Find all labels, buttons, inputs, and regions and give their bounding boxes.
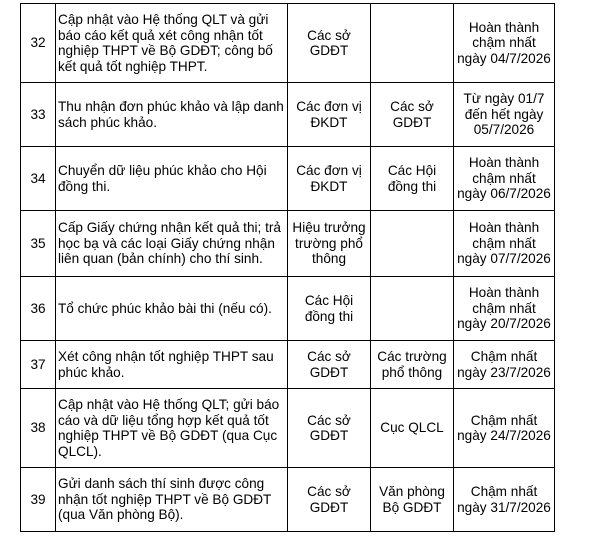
cooperating-unit: [371, 277, 454, 341]
task-description: Gửi danh sách thí sinh được công nhận tốt nghiệp THPT về Bộ GDĐT (qua Văn phòng Bộ).: [56, 468, 288, 532]
cooperating-unit: [371, 4, 454, 83]
deadline: Hoàn thành chậm nhất ngày 07/7/2026: [454, 211, 555, 277]
deadline: Từ ngày 01/7 đến hết ngày 05/7/2026: [454, 83, 555, 147]
row-number: 36: [21, 277, 56, 341]
lead-unit: Các sở GDĐT: [288, 4, 371, 83]
deadline: Hoàn thành chậm nhất ngày 04/7/2026: [454, 4, 555, 83]
lead-unit: Các sở GDĐT: [288, 341, 371, 389]
row-number: 34: [21, 147, 56, 211]
row-number: 33: [21, 83, 56, 147]
table-row: [21, 211, 555, 277]
table-row: [21, 83, 555, 147]
cooperating-unit: Các trường phổ thông: [371, 341, 454, 389]
task-description: Thu nhận đơn phúc khảo và lập danh sách phúc khảo.: [56, 83, 288, 147]
table-row: [21, 341, 555, 389]
lead-unit: Hiệu trưởng trường phổ thông: [288, 211, 371, 277]
row-number: 32: [21, 4, 56, 83]
task-description: Cấp Giấy chứng nhận kết quả thi; trả học bạ và các loại Giấy chứng nhận liên quan (bản chính) cho thí sinh.: [56, 211, 288, 277]
row-number: 37: [21, 341, 56, 389]
row-number: 35: [21, 211, 56, 277]
task-description: Cập nhật vào Hệ thống QLT và gửi báo cáo kết quả xét công nhận tốt nghiệp THPT về Bộ GDĐT; công bố kết quả tốt nghiệp THPT.: [56, 4, 288, 83]
task-description: Chuyển dữ liệu phúc khảo cho Hội đồng thi.: [56, 147, 288, 211]
lead-unit: Các Hội đồng thi: [288, 277, 371, 341]
deadline: Hoàn thành chậm nhất ngày 06/7/2026: [454, 147, 555, 211]
cooperating-unit: Văn phòng Bộ GDĐT: [371, 468, 454, 532]
task-description: Tổ chức phúc khảo bài thi (nếu có).: [56, 277, 288, 341]
lead-unit: Các đơn vị ĐKDT: [288, 83, 371, 147]
lead-unit: Các sở GDĐT: [288, 468, 371, 532]
deadline: Chậm nhất ngày 31/7/2026: [454, 468, 555, 532]
table-row: [21, 4, 555, 83]
cooperating-unit: Các Hội đồng thi: [371, 147, 454, 211]
cooperating-unit: Cục QLCL: [371, 389, 454, 468]
task-description: Cập nhật vào Hệ thống QLT; gửi báo cáo và dữ liệu tổng hợp kết quả tốt nghiệp THPT về Bộ GDĐT (qua Cục QLCL).: [56, 389, 288, 468]
cooperating-unit: Các sở GDĐT: [371, 83, 454, 147]
table-row: [21, 468, 555, 532]
deadline: Hoàn thành chậm nhất ngày 20/7/2026: [454, 277, 555, 341]
table-row: [21, 147, 555, 211]
cooperating-unit: [371, 211, 454, 277]
task-description: Xét công nhận tốt nghiệp THPT sau phúc khảo.: [56, 341, 288, 389]
row-number: 38: [21, 389, 56, 468]
table-row: [21, 277, 555, 341]
table-row: [21, 389, 555, 468]
deadline: Chậm nhất ngày 23/7/2026: [454, 341, 555, 389]
lead-unit: Các sở GDĐT: [288, 389, 371, 468]
lead-unit: Các đơn vị ĐKDT: [288, 147, 371, 211]
row-number: 39: [21, 468, 56, 532]
schedule-table: [20, 3, 555, 532]
deadline: Chậm nhất ngày 24/7/2026: [454, 389, 555, 468]
